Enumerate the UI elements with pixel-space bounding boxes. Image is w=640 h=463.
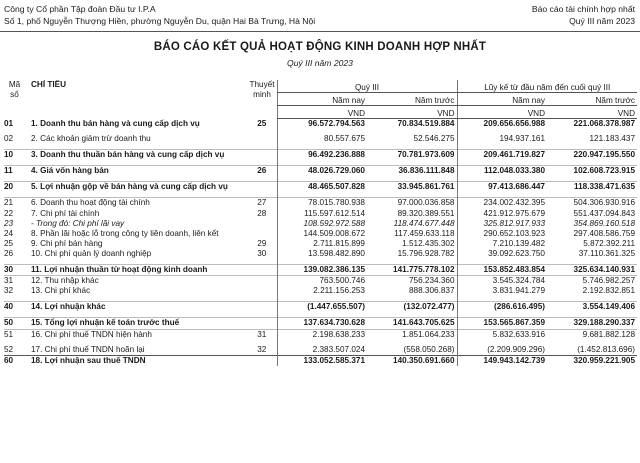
row-q3-current: 2.711.815.899 bbox=[277, 239, 367, 249]
row-label: 16. Chi phí thuế TNDN hiện hành bbox=[25, 329, 247, 340]
row-ytd-current: 5.832.633.916 bbox=[457, 329, 547, 340]
row-q3-previous: 89.320.389.551 bbox=[397, 208, 455, 218]
row-q3-previous: 97.000.036.858 bbox=[367, 198, 457, 209]
row-code: 31 bbox=[4, 276, 25, 287]
row-code: 25 bbox=[4, 238, 14, 248]
row-note bbox=[247, 265, 277, 276]
row-label: 4. Giá vốn hàng bán bbox=[25, 166, 247, 177]
unit-spacer-3 bbox=[247, 106, 277, 119]
row-label: - Trong đó: Chi phí lãi vay bbox=[31, 218, 125, 228]
row-note bbox=[247, 286, 277, 296]
row-ytd-previous: 121.183.437 bbox=[589, 134, 636, 144]
row-ytd-previous: 102.608.723.915 bbox=[547, 166, 637, 177]
row-ytd-previous: 504.306.930.916 bbox=[547, 198, 637, 209]
header-q-nam-truoc: Năm trước bbox=[367, 93, 457, 106]
row-code: 51 bbox=[4, 329, 25, 340]
row-ytd-current: 209.656.656.988 bbox=[457, 119, 547, 130]
row-q3-current: 96.572.794.563 bbox=[277, 119, 367, 130]
table-row bbox=[4, 355, 637, 366]
row-code: 60 bbox=[4, 355, 25, 366]
report-period: Quý III năm 2023 bbox=[569, 16, 635, 26]
report-title: BÁO CÁO KẾT QUẢ HOẠT ĐỘNG KINH DOANH HỢP NHẤT bbox=[153, 41, 487, 53]
row-q3-previous: 52.546.275 bbox=[413, 134, 455, 144]
row-q3-previous: (558.050.268) bbox=[403, 344, 455, 354]
row-ytd-current: (2.209.909.296) bbox=[457, 345, 547, 356]
row-q3-previous: 888.306.837 bbox=[408, 286, 455, 296]
row-code: 10 bbox=[4, 150, 25, 161]
row-label: 15. Tổng lợi nhuận kế toán trước thuế bbox=[25, 318, 247, 329]
row-code: 52 bbox=[4, 344, 14, 354]
row-q3-current: 2.198.638.233 bbox=[277, 329, 367, 340]
row-label: 12. Thu nhập khác bbox=[25, 276, 247, 287]
row-q3-current: 80.557.675 bbox=[277, 134, 367, 144]
row-label: 14. Lợi nhuận khác bbox=[25, 302, 247, 313]
table-row bbox=[4, 345, 637, 356]
table-row bbox=[4, 249, 637, 259]
table-row bbox=[4, 276, 637, 287]
row-q3-previous: 140.350.691.660 bbox=[367, 355, 457, 366]
row-note: 26 bbox=[247, 166, 277, 177]
row-ytd-previous: 551.437.094.843 bbox=[573, 208, 636, 218]
unit-l-nam-nay: VND bbox=[457, 106, 547, 119]
row-code: 20 bbox=[4, 182, 25, 193]
row-q3-current: 133.052.585.371 bbox=[277, 355, 367, 366]
row-q3-current: 763.500.746 bbox=[277, 276, 367, 287]
row-label: 11. Lợi nhuận thuần từ hoạt động kinh doanh bbox=[25, 265, 247, 276]
table-row bbox=[4, 302, 637, 313]
row-code: 23 bbox=[4, 218, 14, 228]
header-spacer bbox=[25, 93, 247, 106]
row-ytd-current: 153.852.483.854 bbox=[457, 265, 547, 276]
row-label: 9. Chi phí bán hàng bbox=[31, 238, 103, 248]
row-q3-previous: 141.775.778.102 bbox=[367, 265, 457, 276]
header-quy-3: Quý III bbox=[277, 80, 457, 93]
row-q3-previous: 118.474.677.448 bbox=[393, 218, 455, 228]
row-ytd-previous: 221.068.378.987 bbox=[573, 119, 636, 128]
row-q3-current: 96.492.236.888 bbox=[277, 150, 367, 161]
company-address: Số 1, phố Nguyễn Thượng Hiền, phường Nguyễn Du, quận Hai Bà Trưng, Hà Nội bbox=[4, 16, 316, 26]
row-q3-current: 48.465.507.828 bbox=[277, 182, 367, 193]
row-q3-current: 137.634.730.628 bbox=[277, 318, 367, 329]
table-row bbox=[4, 239, 637, 249]
table-row bbox=[4, 229, 637, 239]
row-note bbox=[247, 302, 277, 313]
row-q3-previous: 70.834.519.884 bbox=[397, 119, 455, 128]
ma-so-label: Mã số bbox=[8, 80, 21, 99]
row-ytd-previous: 118.338.471.635 bbox=[547, 182, 637, 193]
row-label: 13. Chi phí khác bbox=[31, 286, 91, 296]
row-ytd-previous: 297.408.586.759 bbox=[573, 228, 636, 238]
row-q3-current: 115.597.612.514 bbox=[277, 209, 367, 219]
row-code: 24 bbox=[4, 228, 14, 238]
table-row bbox=[4, 150, 637, 161]
row-q3-current: 2.211.156.253 bbox=[277, 286, 367, 296]
row-note: 32 bbox=[257, 344, 267, 354]
table-row bbox=[4, 318, 637, 329]
table-row bbox=[4, 265, 637, 276]
row-code: 30 bbox=[4, 265, 25, 276]
table-row bbox=[4, 286, 637, 296]
row-note bbox=[247, 134, 277, 144]
row-ytd-current: 3.831.941.279 bbox=[457, 286, 547, 296]
row-q3-previous: 70.781.973.609 bbox=[367, 150, 457, 161]
row-note bbox=[247, 276, 277, 287]
row-code: 26 bbox=[4, 248, 14, 258]
header-divider bbox=[0, 31, 640, 32]
row-ytd-current: 421.912.975.679 bbox=[457, 209, 547, 219]
row-label: 17. Chi phí thuế TNDN hoãn lại bbox=[31, 344, 145, 354]
report-info bbox=[532, 3, 635, 27]
header-l-nam-nay: Năm nay bbox=[457, 93, 547, 106]
row-note: 28 bbox=[257, 208, 267, 218]
table-row bbox=[4, 134, 637, 144]
row-ytd-previous: 320.959.221.905 bbox=[547, 355, 637, 366]
row-label: 18. Lợi nhuận sau thuế TNDN bbox=[25, 355, 247, 366]
row-ytd-previous: 5.872.392.211 bbox=[583, 238, 636, 248]
row-label: 8. Phần lãi hoặc lỗ trong công ty liên doanh, liên kết bbox=[31, 228, 219, 238]
row-q3-previous: 36.836.111.848 bbox=[367, 166, 457, 177]
header-chi-tieu: CHỈ TIÊU bbox=[31, 80, 67, 89]
row-ytd-previous: 37.110.361.325 bbox=[578, 248, 636, 258]
row-q3-previous: 141.643.705.625 bbox=[367, 318, 457, 329]
row-q3-previous: 15.796.928.782 bbox=[397, 248, 455, 258]
row-q3-previous: 1.512.435.302 bbox=[402, 238, 455, 248]
row-q3-current: 48.026.729.060 bbox=[277, 166, 367, 177]
row-ytd-current: 153.565.867.359 bbox=[457, 318, 547, 329]
unit-l-nam-truoc: VND bbox=[547, 106, 637, 119]
row-code: 50 bbox=[4, 318, 25, 329]
row-ytd-current: 97.413.686.447 bbox=[457, 182, 547, 193]
row-ytd-previous: 220.947.195.550 bbox=[547, 150, 637, 161]
table-row bbox=[4, 329, 637, 340]
row-ytd-current: 290.652.103.923 bbox=[457, 229, 547, 239]
thuyet-minh-label: Thuyết minh bbox=[249, 80, 275, 99]
row-note bbox=[247, 229, 277, 239]
row-note: 30 bbox=[257, 248, 267, 258]
unit-q-nam-truoc: VND bbox=[367, 106, 457, 119]
table-row bbox=[4, 198, 637, 209]
table-row bbox=[4, 119, 637, 130]
row-note: 29 bbox=[257, 238, 267, 248]
row-ytd-current: 7.210.139.482 bbox=[457, 239, 547, 249]
income-statement-table bbox=[4, 80, 637, 366]
table-body bbox=[4, 119, 637, 366]
report-subtitle: Quý III năm 2023 bbox=[287, 58, 353, 68]
row-ytd-current: 325.812.917.933 bbox=[457, 219, 547, 229]
row-ytd-current: 209.461.719.827 bbox=[457, 150, 547, 161]
row-q3-previous: 1.851.064.233 bbox=[367, 329, 457, 340]
unit-spacer-1 bbox=[4, 106, 25, 119]
row-q3-current: 108.592.972.588 bbox=[277, 219, 367, 229]
row-ytd-previous: 2.192.832.851 bbox=[582, 286, 636, 296]
unit-spacer-2 bbox=[25, 106, 247, 119]
row-code: 01 bbox=[4, 118, 14, 128]
row-label: 3. Doanh thu thuần bán hàng và cung cấp dịch vụ bbox=[25, 150, 247, 161]
row-note bbox=[247, 318, 277, 329]
row-q3-current: 13.598.482.890 bbox=[277, 249, 367, 259]
row-q3-previous: 756.234.360 bbox=[367, 276, 457, 287]
row-q3-previous: 33.945.861.761 bbox=[367, 182, 457, 193]
row-note: 27 bbox=[247, 198, 277, 209]
row-label: 7. Chi phí tài chính bbox=[31, 208, 100, 218]
row-label: 6. Doanh thu hoạt động tài chính bbox=[25, 198, 247, 209]
company-name: Công ty Cổ phần Tập đoàn Đầu tư I.P.A bbox=[4, 4, 156, 14]
header-q-nam-nay: Năm nay bbox=[277, 93, 367, 106]
document-header bbox=[0, 0, 640, 34]
table-row bbox=[4, 219, 637, 229]
row-label: 10. Chi phí quản lý doanh nghiệp bbox=[31, 248, 152, 258]
row-q3-current: 78.015.780.938 bbox=[277, 198, 367, 209]
row-q3-previous: 117.459.633.118 bbox=[394, 228, 455, 238]
row-ytd-current: (286.616.495) bbox=[457, 302, 547, 313]
row-ytd-previous: (1.452.813.696) bbox=[577, 344, 636, 354]
header-luy-ke: Lũy kế từ đầu năm đến cuối quý III bbox=[457, 80, 637, 93]
row-note bbox=[247, 219, 277, 229]
row-q3-current: 2.383.507.024 bbox=[277, 345, 367, 356]
row-ytd-previous: 5.746.982.257 bbox=[547, 276, 637, 287]
row-note: 31 bbox=[247, 329, 277, 340]
row-q3-current: 139.082.386.135 bbox=[277, 265, 367, 276]
row-ytd-current: 234.002.432.395 bbox=[457, 198, 547, 209]
row-ytd-current: 194.937.161 bbox=[457, 134, 547, 144]
row-ytd-previous: 325.634.140.931 bbox=[547, 265, 637, 276]
row-ytd-current: 112.048.033.380 bbox=[457, 166, 547, 177]
row-note bbox=[247, 182, 277, 193]
row-ytd-previous: 3.554.149.406 bbox=[547, 302, 637, 313]
row-q3-current: 144.509.008.672 bbox=[277, 229, 367, 239]
row-note: 25 bbox=[257, 118, 267, 128]
row-ytd-previous: 354.869.160.518 bbox=[573, 218, 636, 228]
row-ytd-current: 149.943.142.739 bbox=[457, 355, 547, 366]
row-ytd-current: 3.545.324.784 bbox=[457, 276, 547, 287]
table-row bbox=[4, 209, 637, 219]
row-note bbox=[247, 150, 277, 161]
header-ma-so bbox=[4, 80, 25, 106]
row-note bbox=[247, 355, 277, 366]
table-row bbox=[4, 166, 637, 177]
row-code: 32 bbox=[4, 286, 14, 296]
row-code: 02 bbox=[4, 134, 14, 144]
row-q3-current: (1.447.655.507) bbox=[277, 302, 367, 313]
header-l-nam-truoc: Năm trước bbox=[547, 93, 637, 106]
row-code: 21 bbox=[4, 198, 25, 209]
company-info bbox=[4, 3, 315, 27]
row-code: 40 bbox=[4, 302, 25, 313]
row-label: 1. Doanh thu bán hàng và cung cấp dịch vụ bbox=[31, 118, 200, 128]
row-label: 5. Lợi nhuận gộp về bán hàng và cung cấp dịch vụ bbox=[25, 182, 247, 193]
row-ytd-previous: 329.188.290.337 bbox=[547, 318, 637, 329]
row-ytd-previous: 9.681.882.128 bbox=[547, 329, 637, 340]
row-code: 11 bbox=[4, 166, 25, 177]
row-label: 2. Các khoản giảm trừ doanh thu bbox=[31, 134, 151, 144]
report-type: Báo cáo tài chính hợp nhất bbox=[531, 4, 635, 14]
row-q3-previous: (132.072.477) bbox=[367, 302, 457, 313]
row-ytd-current: 39.092.623.750 bbox=[457, 249, 547, 259]
table-row bbox=[4, 182, 637, 193]
header-thuyet-minh bbox=[247, 80, 277, 106]
row-code: 22 bbox=[4, 208, 14, 218]
unit-q-nam-nay: VND bbox=[277, 106, 367, 119]
